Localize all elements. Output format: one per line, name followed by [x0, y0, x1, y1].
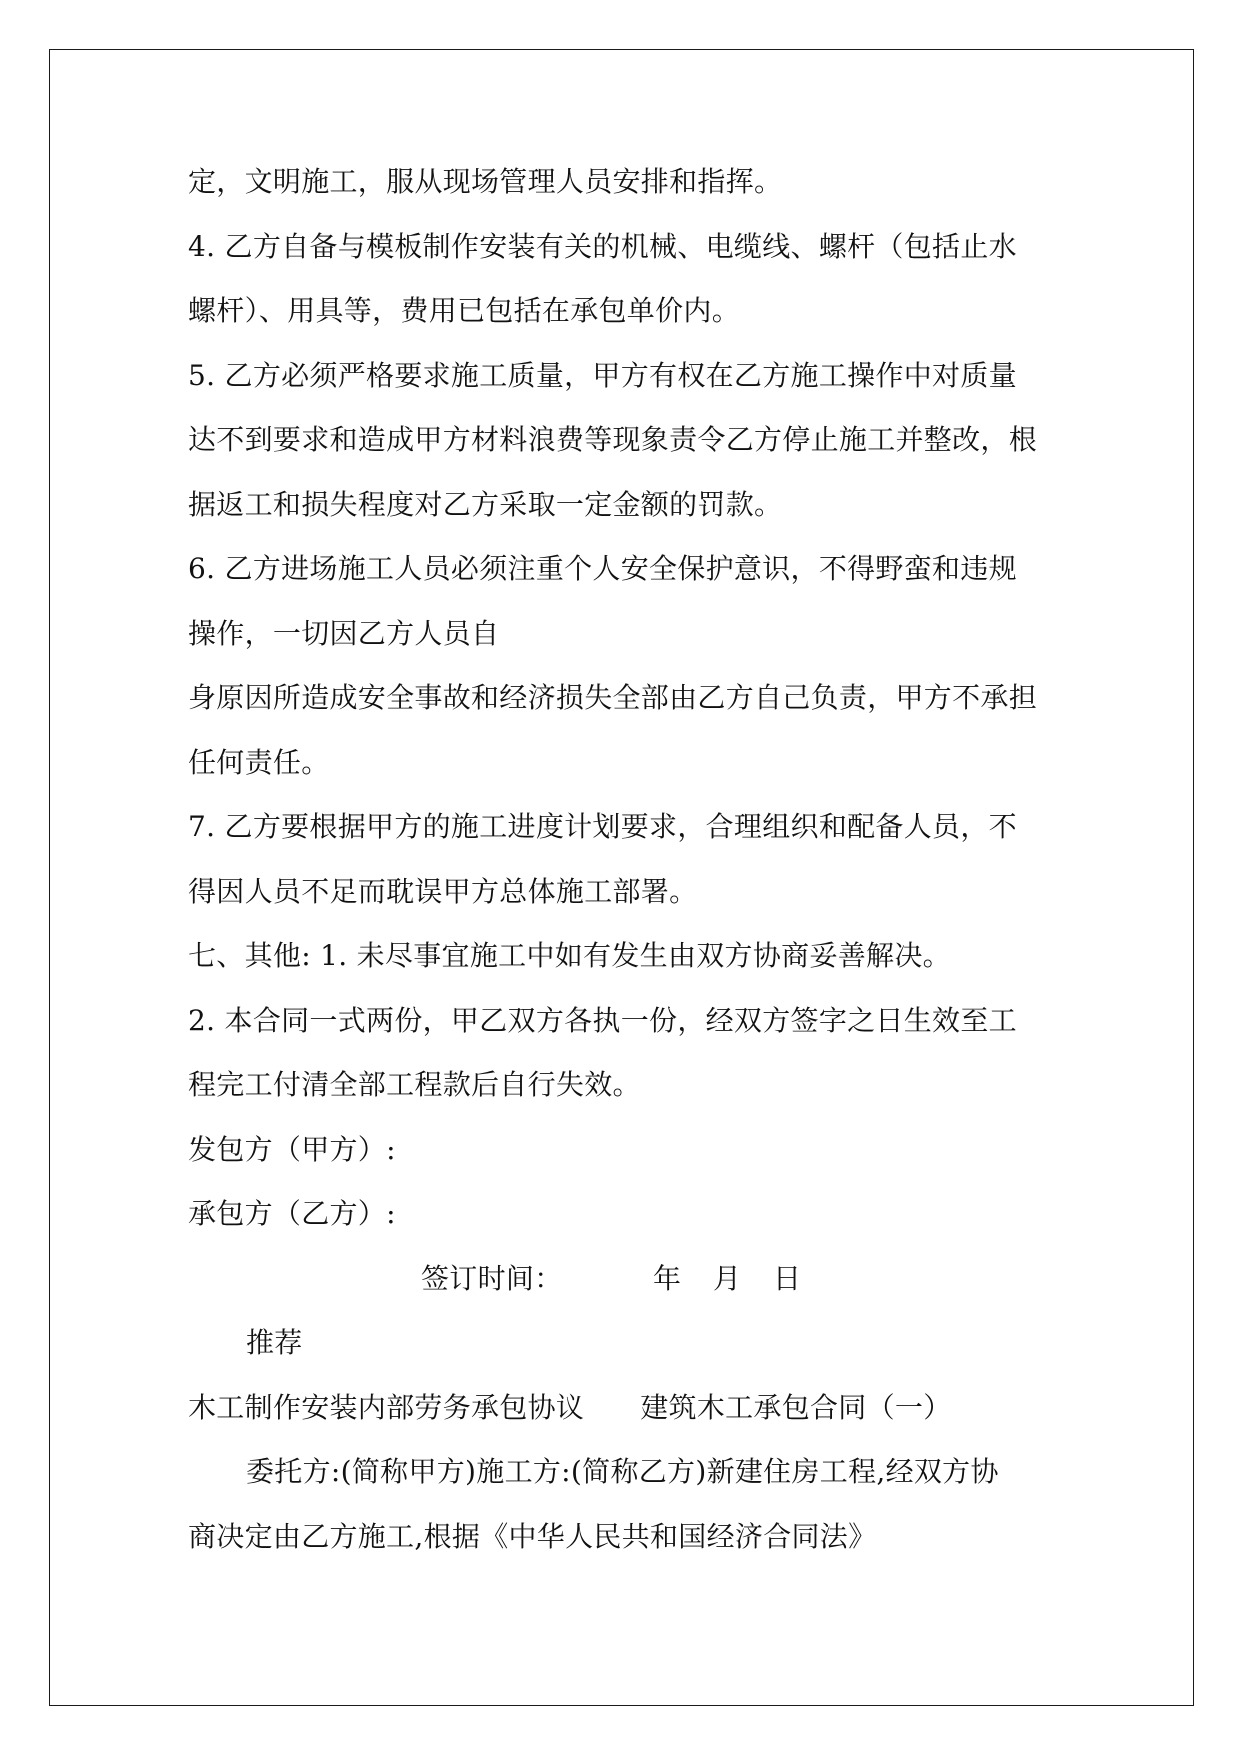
- text-line: 七、其他: 1. 未尽事宜施工中如有发生由双方协商妥善解决。: [188, 939, 951, 972]
- text-line: 6. 乙方进场施工人员必须注重个人安全保护意识，不得野蛮和违规: [188, 552, 1017, 585]
- text-line: 身原因所造成安全事故和经济损失全部由乙方自己负责，甲方不承担: [188, 681, 1038, 714]
- text-line: 任何责任。: [188, 745, 330, 779]
- text-line: 委托方:(简称甲方)施工方:(简称乙方)新建住房工程,经双方协: [246, 1455, 999, 1488]
- text-line: 4. 乙方自备与模板制作安装有关的机械、电缆线、螺杆（包括止水: [188, 229, 1017, 263]
- party-a-line: 发包方（甲方）:: [188, 1132, 396, 1166]
- text-line: 商决定由乙方施工,根据《中华人民共和国经济合同法》: [188, 1519, 877, 1553]
- text-line: 据返工和损失程度对乙方采取一定金额的罚款。: [188, 487, 783, 521]
- party-b-line: 承包方（乙方）:: [188, 1197, 396, 1230]
- signing-day: 日: [773, 1261, 802, 1295]
- text-line: 7. 乙方要根据甲方的施工进度计划要求，合理组织和配备人员，不: [188, 810, 1017, 843]
- text-line: 定，文明施工，服从现场管理人员安排和指挥。: [188, 165, 783, 198]
- text-line: 程完工付清全部工程款后自行失效。: [188, 1068, 641, 1101]
- document-body: [188, 150, 1058, 1569]
- signing-month: 月: [713, 1261, 742, 1295]
- signing-date-label: 签订时间：: [421, 1261, 563, 1295]
- signing-year: 年: [653, 1261, 682, 1295]
- recommend-heading: 推荐: [246, 1326, 303, 1359]
- text-line: 达不到要求和造成甲方材料浪费等现象责令乙方停止施工并整改，根: [188, 423, 1038, 456]
- related-link-labor-agreement[interactable]: 木工制作安装内部劳务承包协议: [188, 1390, 585, 1424]
- text-line: 2. 本合同一式两份，甲乙双方各执一份，经双方签字之日生效至工: [188, 1003, 1017, 1037]
- text-line: 5. 乙方必须严格要求施工质量，甲方有权在乙方施工操作中对质量: [188, 358, 1017, 392]
- text-line: 操作，一切因乙方人员自: [188, 616, 500, 650]
- text-line: 得因人员不足而耽误甲方总体施工部署。: [188, 874, 698, 908]
- related-link-carpentry-contract[interactable]: 建筑木工承包合同（一）: [640, 1390, 952, 1424]
- text-line: 螺杆）、用具等，费用已包括在承包单价内。: [188, 294, 741, 327]
- signing-date-line: [188, 1247, 1058, 1312]
- related-links: [188, 1376, 1058, 1441]
